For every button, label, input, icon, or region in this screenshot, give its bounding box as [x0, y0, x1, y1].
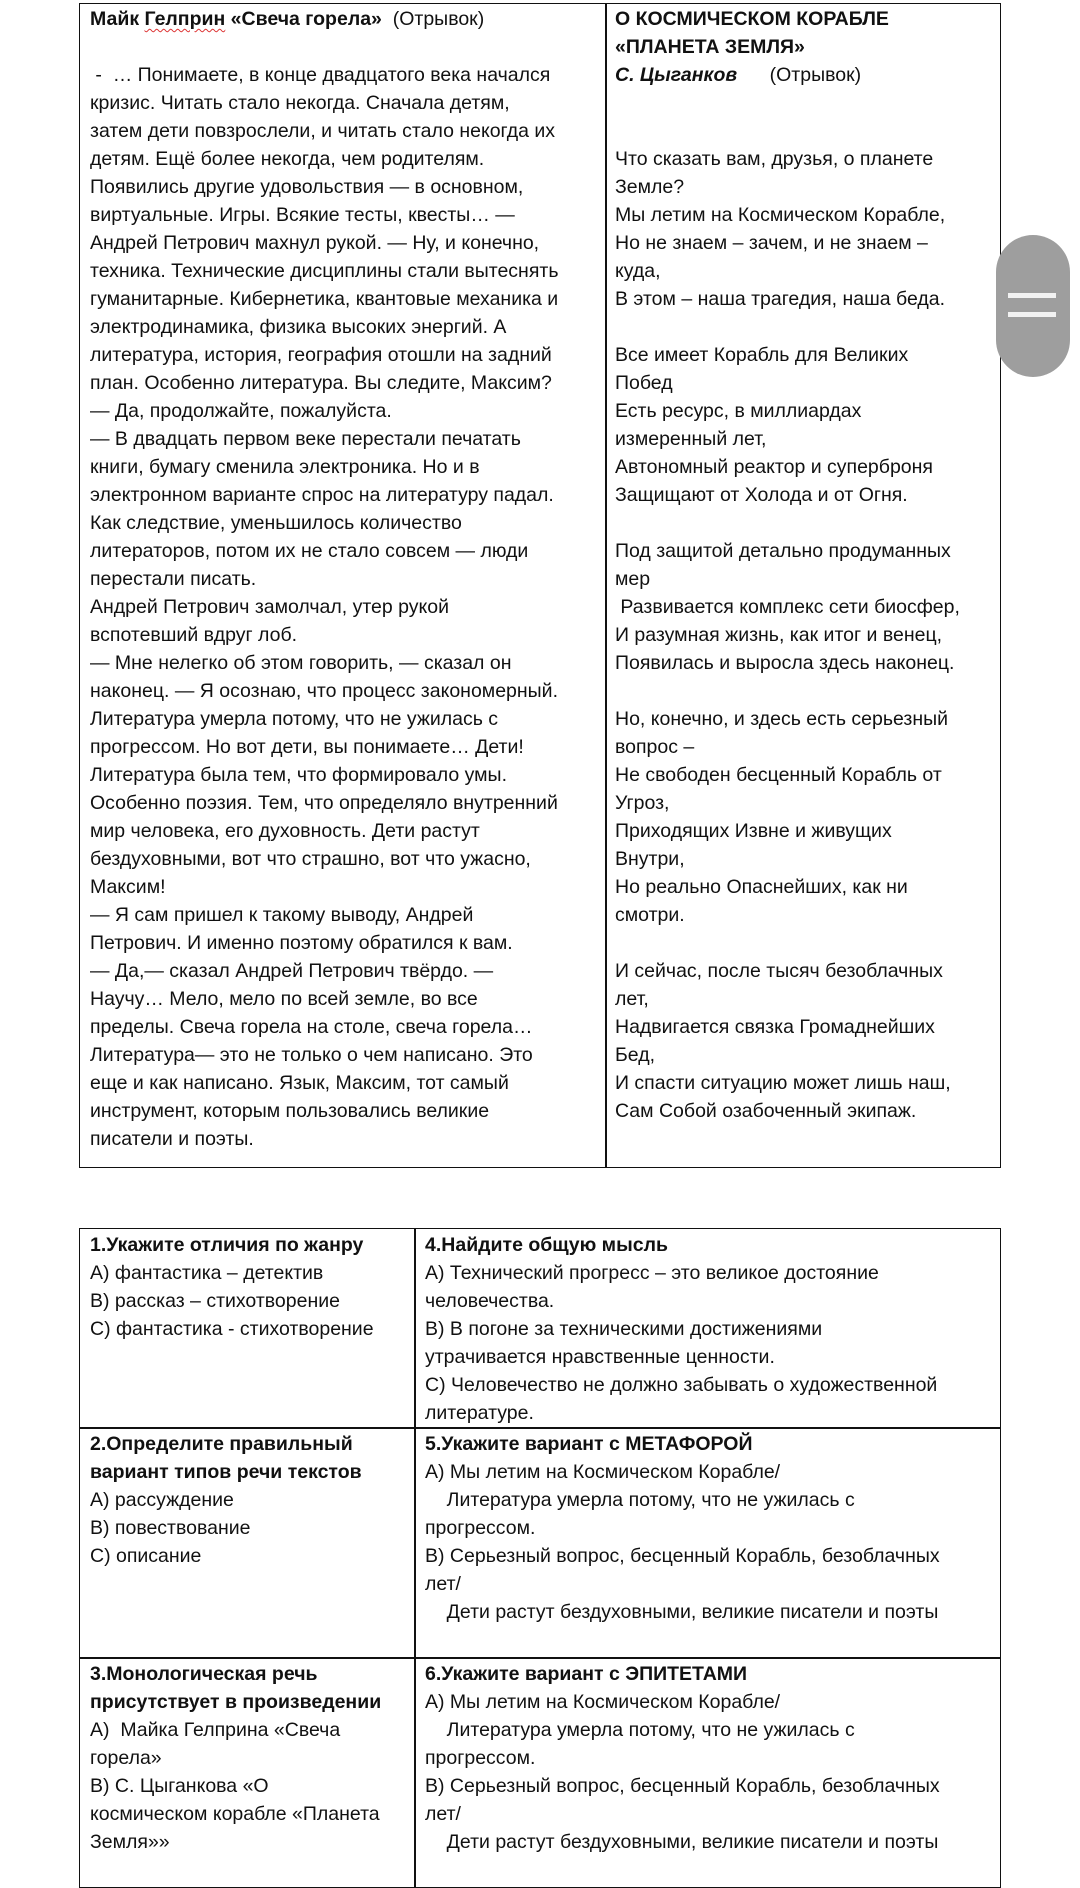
passage-left-line: детям. Ещё более некогда, чем родителям.	[90, 148, 485, 170]
answer-option: В) Серьезный вопрос, бесценный Корабль, безоблачных	[425, 1545, 940, 1567]
answer-option: А) Мы летим на Космическом Корабле/	[425, 1691, 781, 1713]
passage-left-line: техника. Технические дисциплины стали вытеснять	[90, 260, 559, 282]
passage-left-line: Как следствие, уменьшилось количество	[90, 512, 462, 534]
poem-line	[615, 117, 995, 145]
poem-line: Приходящих Извне и живущих	[615, 820, 892, 842]
poem-line	[615, 929, 995, 957]
question-title: 1.Укажите отличия по жанру	[90, 1234, 364, 1256]
poem-line: Но не знаем – зачем, и не знаем –	[615, 232, 928, 254]
passage-left-line: — Да,— сказал Андрей Петрович твёрдо. —	[90, 960, 494, 982]
passage-left-line: наконец. — Я осознаю, что процесс закономерный.	[90, 680, 558, 702]
poem-line: Но реально Опаснейших, как ни	[615, 876, 908, 898]
question-cell	[425, 1231, 995, 1427]
question-title: 4.Найдите общую мысль	[425, 1234, 668, 1256]
question-title: присутствует в произведении	[90, 1691, 382, 1713]
questions-column-divider	[414, 1228, 416, 1888]
poem-author-line	[615, 61, 995, 89]
answer-option: В) В погоне за техническими достижениями	[425, 1318, 823, 1340]
answer-option: В) Серьезный вопрос, бесценный Корабль, безоблачных	[425, 1775, 940, 1797]
poem-line: Угроз,	[615, 792, 670, 814]
passage-left-line: книги, бумагу сменила электроника. Но и в	[90, 456, 480, 478]
passage-left-line: кризис. Читать стало некогда. Сначала детям,	[90, 92, 510, 114]
passage-left-line: еще и как написано. Язык, Максим, тот самый	[90, 1072, 509, 1094]
passage-left-line: Появились другие удовольствия — в основном,	[90, 176, 524, 198]
answer-option: Литература умерла потому, что не ужилась с	[425, 1719, 855, 1741]
passage-left-line: план. Особенно литература. Вы следите, Максим?	[90, 372, 552, 394]
question-title: 3.Монологическая речь	[90, 1663, 318, 1685]
passage-left-line: - … Понимаете, в конце двадцатого века начался	[90, 64, 551, 86]
poem-line: Все имеет Корабль для Великих	[615, 344, 909, 366]
passage-left-line: — Мне нелегко об этом говорить, — сказал он	[90, 652, 512, 674]
passage-left-line: пределы. Свеча горела на столе, свеча горела…	[90, 1016, 533, 1038]
passage-left-line: затем дети повзрослели, и читать стало некогда их	[90, 120, 556, 142]
passage-left-line	[90, 33, 600, 61]
passage-left-line: Литература— это не только о чем написано. Это	[90, 1044, 533, 1066]
work-title: «Свеча горела»	[225, 8, 382, 30]
poem-line: Что сказать вам, друзья, о планете	[615, 148, 934, 170]
answer-option: А) Технический прогресс – это великое достояние	[425, 1262, 879, 1284]
answer-option: литературе.	[425, 1402, 534, 1424]
passage-right-cell	[615, 5, 995, 1125]
poem-line	[615, 313, 995, 341]
question-cell	[425, 1430, 995, 1626]
answer-option: А) фантастика – детектив	[90, 1262, 324, 1284]
poem-line	[615, 677, 995, 705]
author-name: Майк	[90, 8, 145, 30]
poem-line: Автономный реактор и суперброня	[615, 456, 933, 478]
poem-line: И сейчас, после тысяч безоблачных	[615, 960, 943, 982]
poem-line: Не свободен бесценный Корабль от	[615, 764, 942, 786]
poem-line: Появилась и выросла здесь наконец.	[615, 652, 955, 674]
passage-left-line: бездуховными, вот что страшно, вот что ужасно,	[90, 848, 531, 870]
passage-left-line: инструмент, которым пользовались великие	[90, 1100, 490, 1122]
passage-left-line: Научу… Мело, мело по всей земле, во все	[90, 988, 478, 1010]
answer-option: горела»	[90, 1747, 162, 1769]
passage-left-line: вспотевший вдруг лоб.	[90, 624, 298, 646]
passage-left-line: электронном варианте спрос на литературу падал.	[90, 484, 554, 506]
passage-left-line: Петрович. И именно поэтому обратился к вам.	[90, 932, 513, 954]
passage-left-line: литература, история, география отошли на задний	[90, 344, 552, 366]
answer-option: А) рассуждение	[90, 1489, 234, 1511]
answer-option: Литература умерла потому, что не ужилась с	[425, 1489, 855, 1511]
questions-row-divider-1	[79, 1427, 1001, 1429]
question-title: 2.Определите правильный	[90, 1433, 353, 1455]
answer-option: В) рассказ – стихотворение	[90, 1290, 340, 1312]
answer-option: космическом корабле «Планета	[90, 1803, 380, 1825]
poem-line: Побед	[615, 372, 673, 394]
passage-left-line: электродинамика, физика высоких энергий. А	[90, 316, 507, 338]
passage-left-line: — Да, продолжайте, пожалуйста.	[90, 400, 392, 422]
excerpt-note: (Отрывок)	[381, 8, 485, 30]
poem-line: Под защитой детально продуманных	[615, 540, 951, 562]
poem-line: измеренный лет,	[615, 428, 767, 450]
answer-option: А) Мы летим на Космическом Корабле/	[425, 1461, 781, 1483]
passage-left-cell	[90, 5, 600, 1153]
poem-line: вопрос –	[615, 736, 695, 758]
poem-line: мер	[615, 568, 651, 590]
poem-line: В этом – наша трагедия, наша беда.	[615, 288, 946, 310]
passage-left-line: — В двадцать первом веке перестали печатать	[90, 428, 521, 450]
passage-left-line: Литература была тем, что формировало умы.	[90, 764, 507, 786]
poem-line: Развивается комплекс сети биосфер,	[615, 596, 960, 618]
question-cell	[90, 1430, 410, 1570]
author-surname: Гелприн	[144, 8, 226, 30]
poem-line	[615, 509, 995, 537]
question-title: 5.Укажите вариант с МЕТАФОРОЙ	[425, 1433, 753, 1455]
passage-right-text	[615, 89, 995, 1125]
passage-left-title	[90, 5, 600, 33]
question-title: 6.Укажите вариант с ЭПИТЕТАМИ	[425, 1663, 748, 1685]
poem-line: смотри.	[615, 904, 685, 926]
answer-option: утрачивается нравственные ценности.	[425, 1346, 775, 1368]
poem-line: лет,	[615, 988, 649, 1010]
poem-excerpt-note: (Отрывок)	[737, 64, 862, 86]
passage-left-line: писатели и поэты.	[90, 1128, 254, 1150]
passage-left-text	[90, 33, 600, 1153]
passage-left-line: гуманитарные. Кибернетика, квантовые механика и	[90, 288, 559, 310]
question-title: вариант типов речи текстов	[90, 1461, 362, 1483]
poem-line: Мы летим на Космическом Корабле,	[615, 204, 946, 226]
poem-line: Бед,	[615, 1044, 656, 1066]
answer-option: прогрессом.	[425, 1747, 536, 1769]
poem-line: Сам Собой озабоченный экипаж.	[615, 1100, 917, 1122]
answer-option: прогрессом.	[425, 1517, 536, 1539]
question-cell	[90, 1660, 410, 1856]
passage-left-line: Андрей Петрович махнул рукой. — Ну, и конечно,	[90, 232, 540, 254]
answer-option: В) повествование	[90, 1517, 251, 1539]
answer-option: лет/	[425, 1573, 461, 1595]
question-cell	[90, 1231, 410, 1343]
answer-option: С) описание	[90, 1545, 202, 1567]
passage-left-line: Максим!	[90, 876, 166, 898]
answer-option: С) фантастика - стихотворение	[90, 1318, 374, 1340]
answer-option: Земля»»	[90, 1831, 170, 1853]
passage-left-line: — Я сам пришел к такому выводу, Андрей	[90, 904, 474, 926]
poem-line: Земле?	[615, 176, 685, 198]
passage-left-line: Литература умерла потому, что не ужилась с	[90, 708, 499, 730]
poem-line: Но, конечно, и здесь есть серьезный	[615, 708, 949, 730]
answer-option: А) Майка Гелприна «Свеча	[90, 1719, 341, 1741]
poem-line	[615, 89, 995, 117]
passage-left-line: прогрессом. Но вот дети, вы понимаете… Дети!	[90, 736, 524, 758]
poem-line: Внутри,	[615, 848, 685, 870]
poem-title-line-1: О КОСМИЧЕСКОМ КОРАБЛЕ	[615, 8, 889, 30]
passage-left-line: Особенно поэзия. Тем, что определяло внутренний	[90, 792, 558, 814]
answer-option: С) Человечество не должно забывать о художественной	[425, 1374, 938, 1396]
passage-left-line: литераторов, потом их не стало совсем — люди	[90, 540, 529, 562]
floating-menu-button[interactable]	[996, 235, 1070, 377]
passage-left-line: Андрей Петрович замолчал, утер рукой	[90, 596, 450, 618]
questions-row-divider-2	[79, 1657, 1001, 1659]
passage-left-line: перестали писать.	[90, 568, 257, 590]
poem-line: И разумная жизнь, как итог и венец,	[615, 624, 943, 646]
question-cell	[425, 1660, 995, 1856]
poem-title-line-2: «ПЛАНЕТА ЗЕМЛЯ»	[615, 36, 805, 58]
answer-option: Дети растут бездуховными, великие писатели и поэты	[425, 1601, 939, 1623]
passage-column-divider	[605, 3, 607, 1168]
poem-line: куда,	[615, 260, 661, 282]
answer-option: человечества.	[425, 1290, 555, 1312]
answer-option: В) С. Цыганкова «О	[90, 1775, 269, 1797]
poem-line: Надвигается связка Громаднейших	[615, 1016, 935, 1038]
poem-author: С. Цыганков	[615, 64, 738, 86]
passage-left-line: мир человека, его духовность. Дети растут	[90, 820, 480, 842]
poem-line: И спасти ситуацию может лишь наш,	[615, 1072, 951, 1094]
answer-option: лет/	[425, 1803, 461, 1825]
poem-line: Есть ресурс, в миллиардах	[615, 400, 862, 422]
answer-option: Дети растут бездуховными, великие писатели и поэты	[425, 1831, 939, 1853]
poem-line: Защищают от Холода и от Огня.	[615, 484, 908, 506]
passage-left-line: виртуальные. Игры. Всякие тесты, квесты… —	[90, 204, 515, 226]
